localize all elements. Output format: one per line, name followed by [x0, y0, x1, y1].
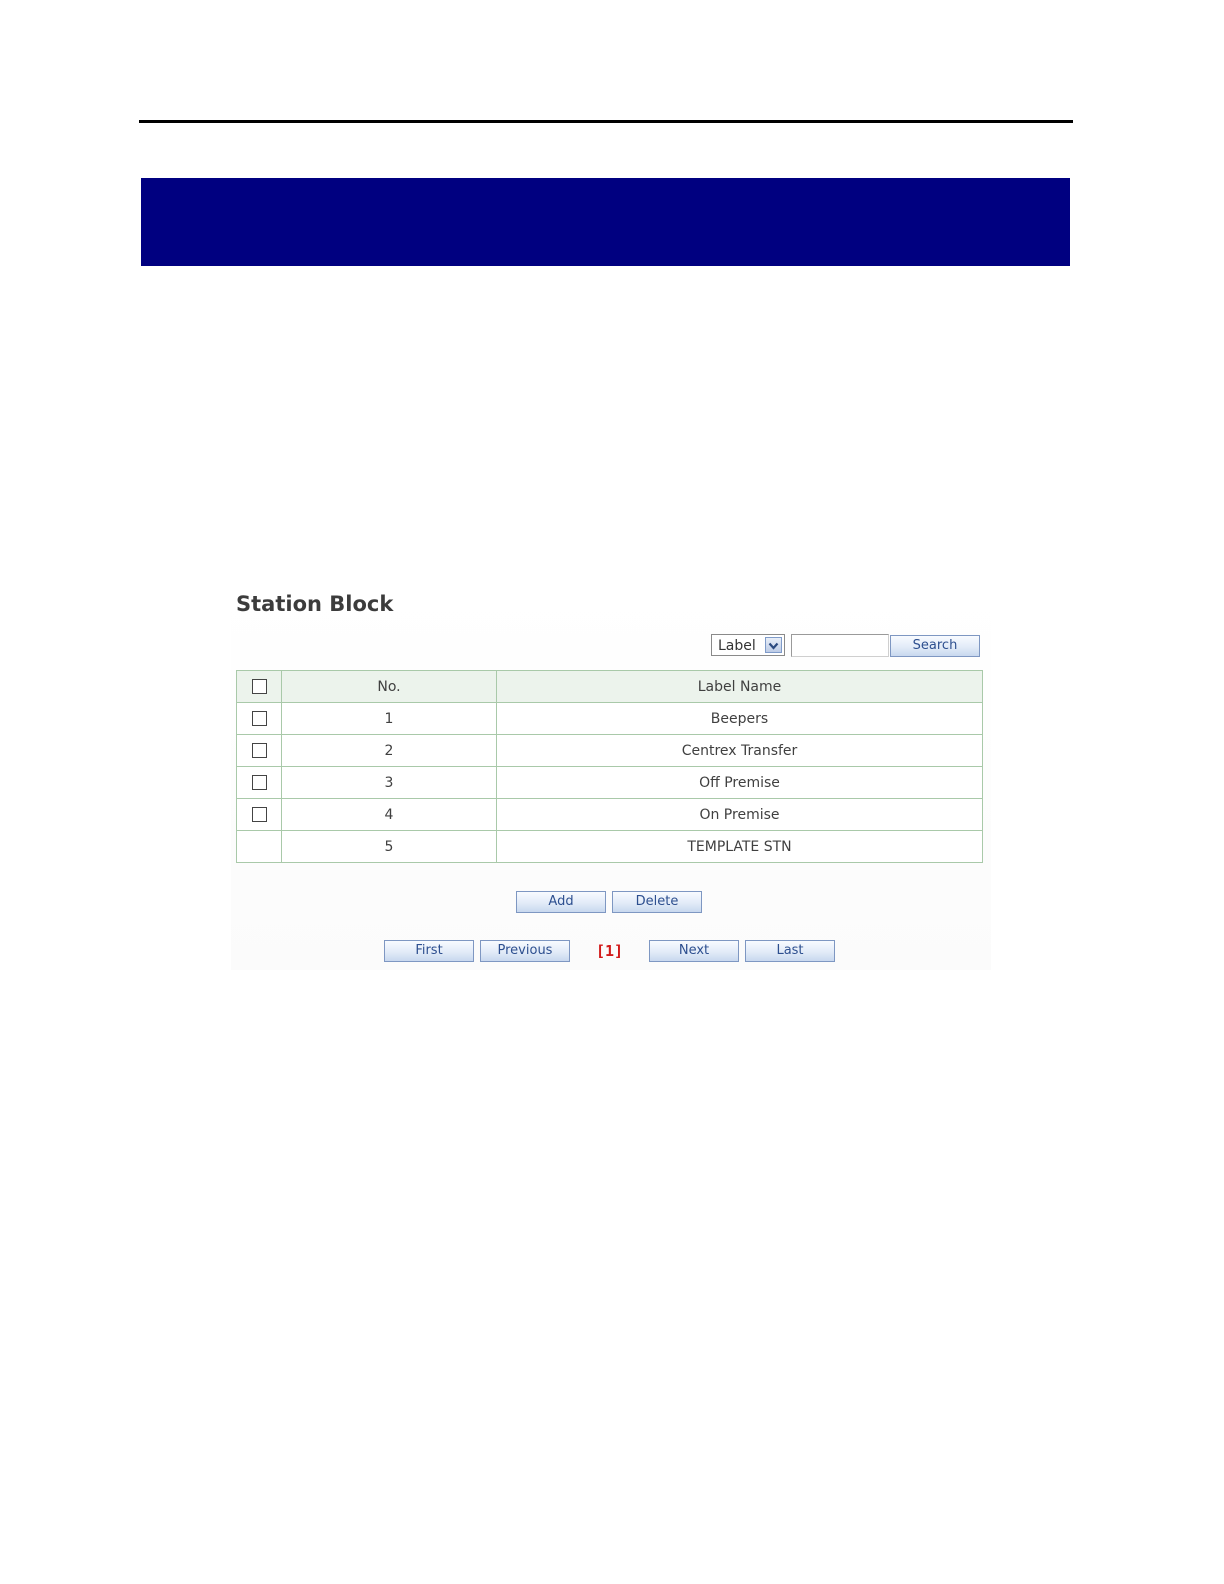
row-label-name[interactable]: Centrex Transfer	[497, 735, 983, 767]
previous-page-button[interactable]: Previous	[480, 940, 570, 962]
table-row[interactable]	[237, 831, 983, 863]
select-all-cell	[237, 671, 282, 703]
header-band	[141, 178, 1070, 266]
row-checkbox-cell	[237, 799, 282, 831]
station-block-table	[236, 670, 983, 863]
row-checkbox-cell-empty	[237, 831, 282, 863]
search-field-value: Label	[718, 638, 756, 654]
row-label-name[interactable]: On Premise	[497, 799, 983, 831]
row-number: 4	[282, 799, 497, 831]
row-checkbox-cell	[237, 703, 282, 735]
row-number: 2	[282, 735, 497, 767]
row-number: 3	[282, 767, 497, 799]
row-label-name[interactable]: Beepers	[497, 703, 983, 735]
row-label-name[interactable]: Off Premise	[497, 767, 983, 799]
delete-button[interactable]: Delete	[612, 891, 702, 913]
dropdown-arrow[interactable]	[765, 637, 782, 653]
next-page-button[interactable]: Next	[649, 940, 739, 962]
select-all-checkbox[interactable]	[252, 679, 267, 694]
row-number: 5	[282, 831, 497, 863]
row-checkbox[interactable]	[252, 711, 267, 726]
last-page-button[interactable]: Last	[745, 940, 835, 962]
row-checkbox[interactable]	[252, 807, 267, 822]
column-header-label-name[interactable]: Label Name	[497, 671, 983, 703]
table-row[interactable]	[237, 799, 983, 831]
row-checkbox[interactable]	[252, 775, 267, 790]
first-page-button[interactable]: First	[384, 940, 474, 962]
search-button[interactable]: Search	[890, 635, 980, 657]
page-title: Station Block	[236, 592, 394, 616]
table-row[interactable]	[237, 703, 983, 735]
table-row[interactable]	[237, 735, 983, 767]
row-checkbox-cell	[237, 767, 282, 799]
table-row[interactable]	[237, 767, 983, 799]
top-horizontal-rule	[139, 120, 1073, 123]
column-header-no[interactable]: No.	[282, 671, 497, 703]
search-input[interactable]	[791, 634, 889, 657]
row-checkbox[interactable]	[252, 743, 267, 758]
row-label-name[interactable]: TEMPLATE STN	[497, 831, 983, 863]
current-page-indicator: [1]	[596, 942, 624, 960]
chevron-down-icon	[766, 639, 781, 653]
row-number: 1	[282, 703, 497, 735]
search-field-select[interactable]	[711, 634, 785, 656]
table-header-row	[237, 671, 983, 703]
add-button[interactable]: Add	[516, 891, 606, 913]
row-checkbox-cell	[237, 735, 282, 767]
station-block-panel	[231, 588, 991, 970]
